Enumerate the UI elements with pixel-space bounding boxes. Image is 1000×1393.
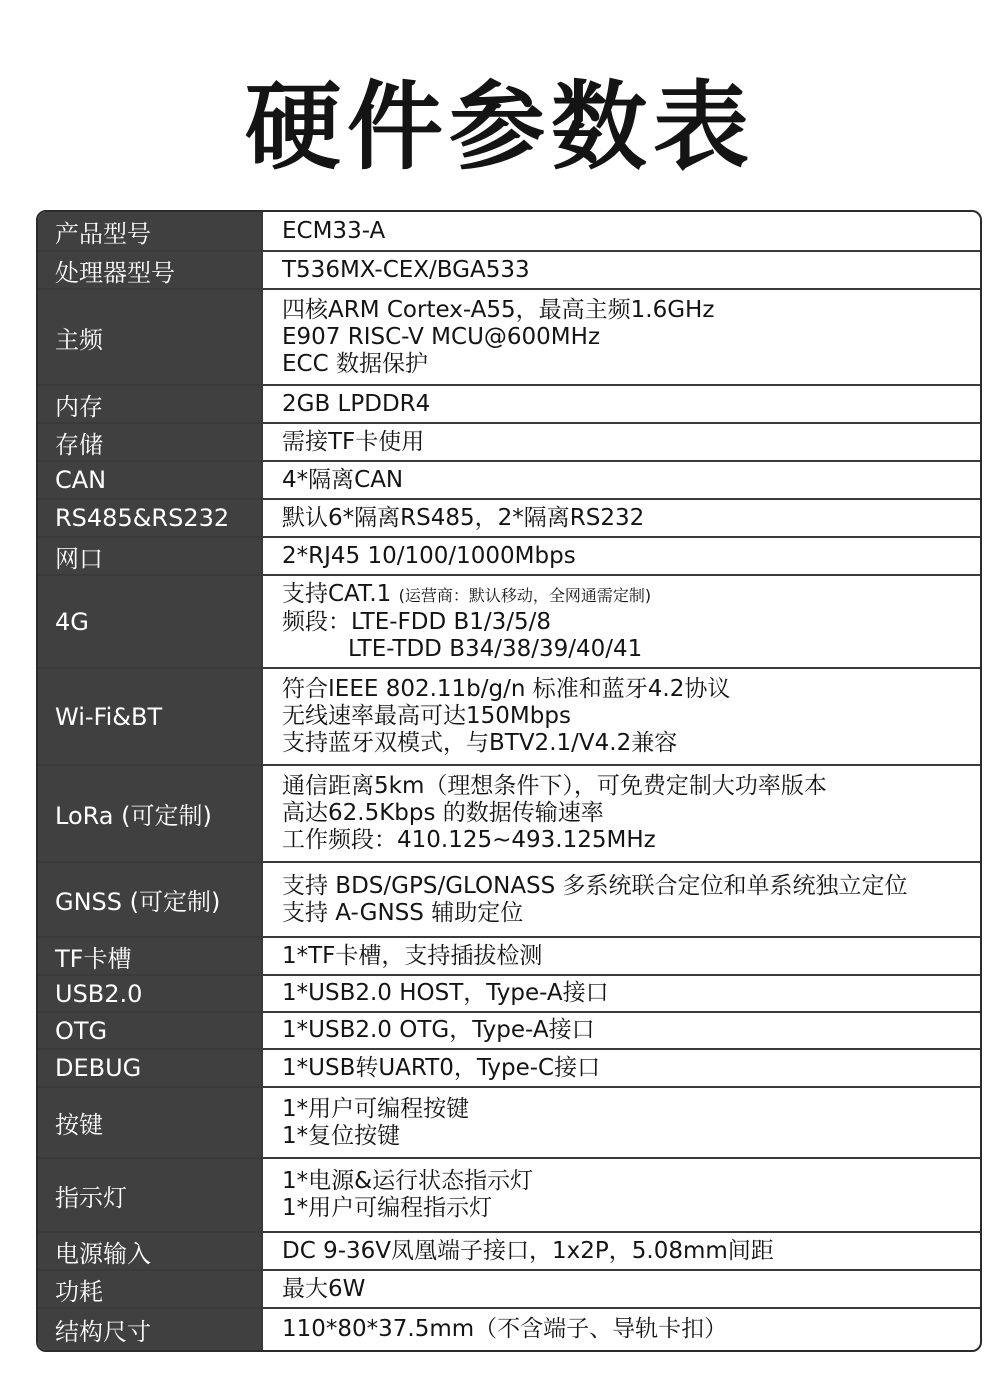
value-main-text: 支持CAT.1 xyxy=(282,580,392,607)
value-line: 1*用户可编程按键 xyxy=(282,1095,470,1122)
value-line: DC 9-36V凤凰端子接口，1x2P，5.08mm间距 xyxy=(282,1237,774,1264)
row-value xyxy=(263,863,980,936)
value-line: 110*80*37.5mm（不含端子、导轨卡扣） xyxy=(282,1316,728,1342)
table-row-gnss xyxy=(38,863,980,938)
row-value xyxy=(263,252,980,288)
value-line: 符合IEEE 802.11b/g/n 标准和蓝牙4.2协议 xyxy=(282,676,731,702)
row-value xyxy=(263,1271,980,1307)
row-value xyxy=(263,576,980,667)
row-label: 存储 xyxy=(38,424,263,460)
value-line: T536MX-CEX/BGA533 xyxy=(282,256,530,283)
row-label: OTG xyxy=(38,1013,263,1048)
table-row-ethernet xyxy=(38,538,980,576)
row-value xyxy=(263,1233,980,1269)
value-line: 1*TF卡槽，支持插拔检测 xyxy=(282,942,543,969)
row-label: Wi-Fi&BT xyxy=(38,669,263,764)
value-line: 通信距离5km（理想条件下），可免费定制大功率版本 xyxy=(282,773,827,799)
value-line: 默认6*隔离RS485，2*隔离RS232 xyxy=(282,504,645,531)
value-line: 2GB LPDDR4 xyxy=(282,390,431,417)
value-note-text: (运营商：默认移动，全网通需定制) xyxy=(398,585,652,605)
table-row-rs485-rs232 xyxy=(38,500,980,538)
row-value xyxy=(263,1159,980,1231)
value-line: 最大6W xyxy=(282,1275,366,1302)
table-row-buttons xyxy=(38,1088,980,1159)
row-value xyxy=(263,1088,980,1157)
row-label: 处理器型号 xyxy=(38,252,263,288)
table-row-can xyxy=(38,462,980,500)
value-line: 无线速率最高可达150Mbps xyxy=(282,703,571,729)
value-line: 1*USB2.0 OTG，Type-A接口 xyxy=(282,1017,595,1043)
row-value xyxy=(263,538,980,574)
value-line xyxy=(282,581,980,609)
row-value xyxy=(263,212,980,250)
value-line: 1*复位按键 xyxy=(282,1122,401,1149)
row-label: USB2.0 xyxy=(38,976,263,1011)
value-line: 支持 BDS/GPS/GLONASS 多系统联合定位和单系统独立定位 xyxy=(282,872,908,899)
table-row-4g xyxy=(38,576,980,669)
row-label: CAN xyxy=(38,462,263,498)
row-label: 主频 xyxy=(38,290,263,384)
table-row-memory xyxy=(38,386,980,424)
row-label: 功耗 xyxy=(38,1271,263,1307)
row-value xyxy=(263,1013,980,1048)
table-row-lora xyxy=(38,766,980,863)
row-value xyxy=(263,500,980,536)
row-value xyxy=(263,938,980,974)
page-title: 硬件参数表 xyxy=(245,71,755,183)
spec-table xyxy=(36,210,982,1352)
table-row-model xyxy=(38,212,980,252)
value-line: 2*RJ45 10/100/1000Mbps xyxy=(282,542,576,569)
table-row-indicators xyxy=(38,1159,980,1233)
value-line: 四核ARM Cortex-A55，最高主频1.6GHz xyxy=(282,296,715,323)
value-line: 需接TF卡使用 xyxy=(282,428,425,455)
row-label: 4G xyxy=(38,576,263,667)
value-line: 频段：LTE-FDD B1/3/5/8 xyxy=(282,608,552,635)
value-line: 支持 A-GNSS 辅助定位 xyxy=(282,899,524,926)
value-line: 支持蓝牙双模式，与BTV2.1/V4.2兼容 xyxy=(282,730,678,756)
row-label: 指示灯 xyxy=(38,1159,263,1231)
value-line: ECM33-A xyxy=(282,217,386,244)
value-line: 1*USB转UART0，Type-C接口 xyxy=(282,1054,601,1081)
table-row-wifi-bt xyxy=(38,669,980,766)
table-row-frequency xyxy=(38,290,980,386)
table-row-processor xyxy=(38,252,980,290)
value-line: E907 RISC-V MCU@600MHz xyxy=(282,323,601,350)
table-row-otg xyxy=(38,1013,980,1050)
row-value xyxy=(263,766,980,861)
row-label: 内存 xyxy=(38,386,263,422)
value-line: 1*用户可编程指示灯 xyxy=(282,1195,493,1221)
table-row-dimensions xyxy=(38,1309,980,1350)
table-row-debug xyxy=(38,1050,980,1088)
row-label: 产品型号 xyxy=(38,212,263,250)
row-label: LoRa (可定制) xyxy=(38,766,263,861)
table-row-tf-slot xyxy=(38,938,980,976)
row-label: 结构尺寸 xyxy=(38,1309,263,1350)
table-row-storage xyxy=(38,424,980,462)
table-row-power-input xyxy=(38,1233,980,1271)
row-value xyxy=(263,462,980,498)
value-line: LTE-TDD B34/38/39/40/41 xyxy=(348,635,643,662)
value-line: 工作频段：410.125~493.125MHz xyxy=(282,827,656,853)
value-line: 1*电源&运行状态指示灯 xyxy=(282,1168,534,1194)
row-label: 电源输入 xyxy=(38,1233,263,1269)
row-label: DEBUG xyxy=(38,1050,263,1086)
row-value xyxy=(263,424,980,460)
table-row-usb2 xyxy=(38,976,980,1013)
row-value xyxy=(263,386,980,422)
value-line: 1*USB2.0 HOST，Type-A接口 xyxy=(282,980,609,1006)
row-label: RS485&RS232 xyxy=(38,500,263,536)
row-value xyxy=(263,1309,980,1350)
row-value xyxy=(263,1050,980,1086)
value-line: 4*隔离CAN xyxy=(282,466,404,493)
row-value xyxy=(263,290,980,384)
value-line: 高达62.5Kbps 的数据传输速率 xyxy=(282,800,604,826)
row-value xyxy=(263,976,980,1011)
row-label: 网口 xyxy=(38,538,263,574)
table-row-power-consumption xyxy=(38,1271,980,1309)
row-label: TF卡槽 xyxy=(38,938,263,974)
value-line: ECC 数据保护 xyxy=(282,350,428,377)
row-value xyxy=(263,669,980,764)
row-label: GNSS (可定制) xyxy=(38,863,263,936)
row-label: 按键 xyxy=(38,1088,263,1157)
